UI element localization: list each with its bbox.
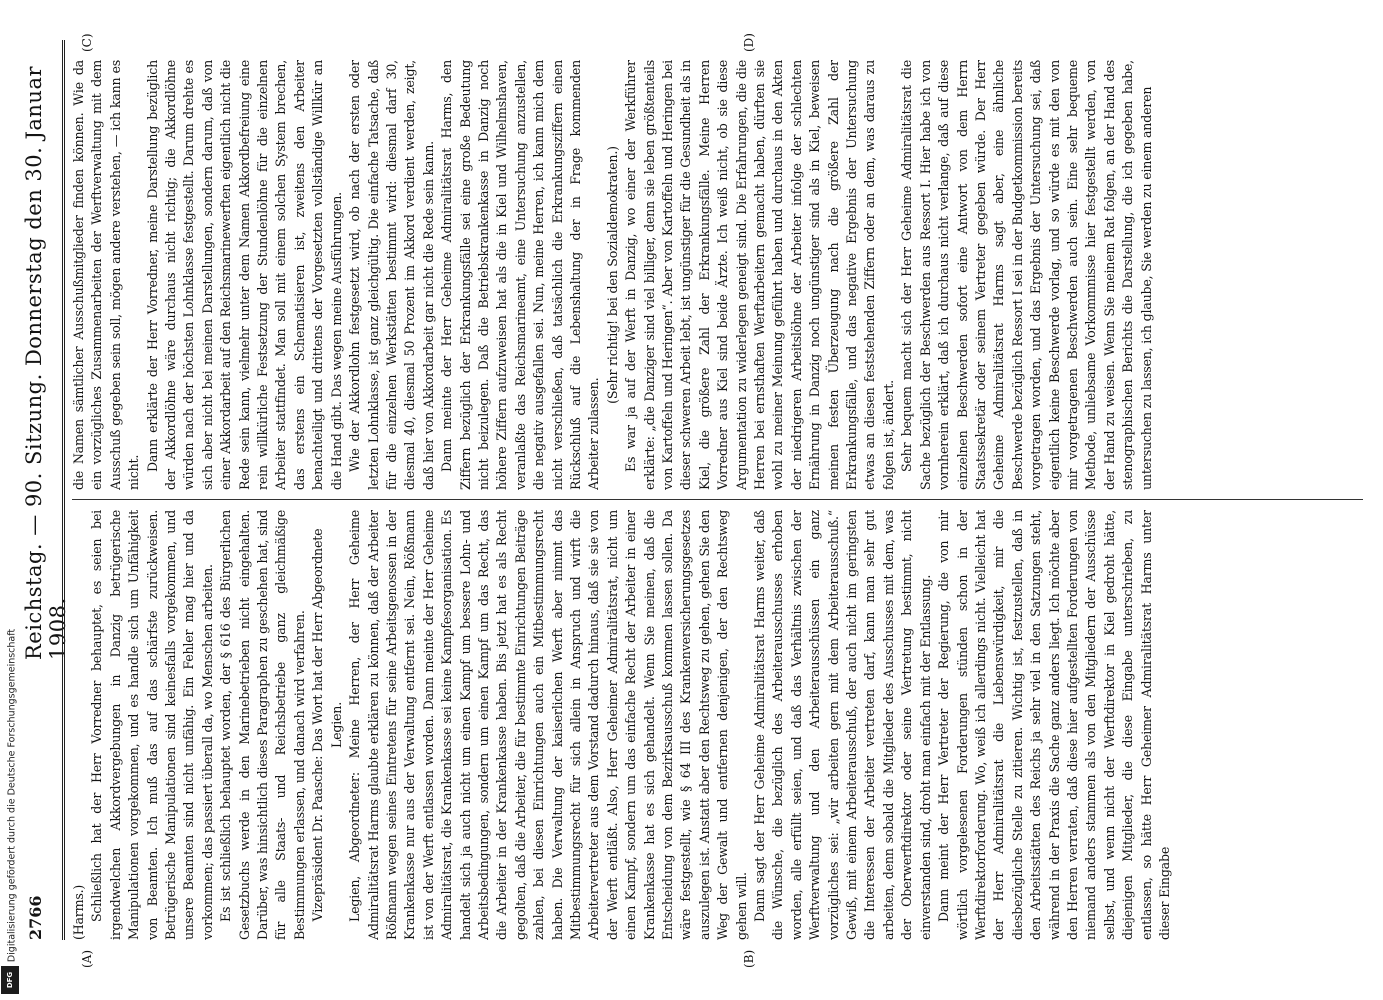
paragraph: Sehr bequem macht sich der Herr Geheime Admiralitätsrat die Sache bezüglich der Beschwerden aus Ressort I. Hier habe ich von vornherein erklärt, daß ich durchaus nicht verlange, daß auf diese einzelnen Beschwerden sofort eine Antwort von dem Herrn Staatssekretär oder seinem Vertreter gegeben würde. Der Herr Geheime Admiralitätsrat Harms sagt aber, eine ähnliche Beschwerde bezüglich Ressort I sei in der Budgetkommission bereits vorgetragen worden, und das Ergebnis der Untersuchung sei, daß eigentlich keine Beschwerde vorlag, und so würde es mit den von mir vorgetragenen Beschwerden auch sein. Eine sehr bequeme Methode, unliebsame Vorkommnisse hier festgestellt werden, von der Hand zu weisen. Wenn Sie meinem Rat folgen, an der Hand des stenographischen Berichts die Darstellung, die ich gegeben habe, untersuchen zu lassen, ich glaube, Sie werden zu einem anderen xyxy=(899,60,1154,490)
paragraph: Legien, Abgeordneter: Meine Herren, der Herr Geheime Admiralitätsrat Harms glaubte erklären zu können, daß der Arbeiter Rößmann wegen seines Eintretens für seine Arbeitsgenossen in der Krankenkasse nur aus der Verwaltung entfernt sei. Nein, Rößmann ist von der Werft entlassen worden. Dann meinte der Herr Geheime Admiralitätsrat, die Krankenkasse sei keine Kampfesorganisation. Es handelt sich ja auch nicht um einen Kampf um bessere Lohn- und Arbeitsbedingungen, sondern um einen Kampf um das Recht, das die Arbeiter in der Krankenkasse haben. Bis jetzt hat es als Recht gegolten, daß die Arbeiter, die für bestimmte Einrichtungen Beiträge zahlen, bei diesen Einrichtungen auch ein Mitbestimmungsrecht haben. Die Verwaltung der kaiserlichen Werft aber nimmt das Mitbestimmungsrecht für sich allein in Anspruch und wirft die Arbeitervertreter aus dem Vorstand dadurch hinaus, daß sie sie von der Werft entläßt. Also, Herr Geheimer Admiralitätsrat, nicht um einen Kampf, sondern um das einfache Recht der Arbeiter in einer Krankenkasse hat es sich gehandelt. Wenn Sie meinen, daß die Entscheidung von dem Bezirksausschuß kommen lassen sollen. Da wäre festgestellt, wie § 64 III des Krankenversicherungsgesetzes auszulegen ist. Anstatt aber den Rechtsweg zu gehen, gehen Sie den Weg der Gewalt und entfernen denjenigen, der den Rechtsweg gehen will. xyxy=(347,510,749,940)
margin-marker-b: (B) xyxy=(742,949,756,968)
president-remark: Vizepräsident Dr. Paasche: Das Wort hat der Herr Abgeordnete Legien. xyxy=(310,528,344,922)
dfg-logo-text: DFG xyxy=(6,971,14,989)
right-column xyxy=(70,60,1365,490)
page-title: Reichstag. — 90. Sitzung. Donnerstag den 30. Januar 1908. xyxy=(22,65,70,660)
paragraph: Dann erklärte der Herr Vorredner, meine Darstellung bezüglich der Akkordlöhne wäre durchaus nicht richtig; die Akkordlöhne würden nach der höchsten Lohnklasse festgestellt. Darum drehte es sich aber nicht bei meinen Darstellungen, sondern darum, daß von einer Akkordarbeit auf den Reichsmarinewerften eigentlich nicht die Rede sein kann, vielmehr unter dem Namen Akkordbefreiung eine rein willkürliche Festsetzung der Stundenlöhne für die einzelnen Arbeiter stattfindet. Man soll mit einem solchen System brechen, das erstens ein Schematisieren ist, zweitens den Arbeiter benachteiligt und drittens der Vorgesetzten vollständige Willkür an die Hand gibt. Das wegen meine Ausführungen. xyxy=(144,60,344,490)
margin-marker-a: (A) xyxy=(80,949,94,968)
margin-marker-c: (C) xyxy=(80,33,94,52)
paragraph: Es ist schließlich behauptet worden, der § 616 des Bürgerlichen Gesetzbuchs werde in den Marinebetrieben nicht eingehalten. Darüber, was hinsichtlich dieses Paragraphen zu geschehen hat, sind für alle Staats- und Reichsbetriebe ganz gleichmäßige Bestimmungen erlassen, und danach wird verfahren. xyxy=(218,510,307,940)
page-number: 2766 xyxy=(26,895,45,940)
speaker-tag: (Harms.) xyxy=(71,884,86,940)
header-rule xyxy=(62,40,65,940)
paragraph: Schließlich hat der Herr Vorredner behauptet, es seien bei irgendwelchen Akkordvergebungen in Danzig betrügerische Manipulationen vorgekommen, und es handle sich um Unfähigkeit von Beamten. Ich muß das auf das schärfste zurückweisen. Betrügerische Manipulationen sind keinesfalls vorgekommen, und unsere Beamten sind nicht unfähig. Ein Fehler mag hier und da vorkommen; das passiert überall da, wo Menschen arbeiten. xyxy=(89,510,215,940)
sidebar-credit xyxy=(2,606,22,994)
paragraph: Dann meinte der Herr Geheime Admiralitätsrat Harms, den Ziffern bezüglich der Erkrankungsfälle sei eine große Bedeutung nicht beizulegen. Daß die Betriebskrankenkasse in Danzig noch höhere Ziffern aufzuweisen hat als die in Kiel und Wilhelmshaven, veranlaßte das Reichsmarineamt, eine Untersuchung anzustellen, die negativ ausgefallen sei. Nun, meine Herren, ich kann mich dem nicht verschließen, daß tatsächlich die Erkrankungsziffern einen Rückschluß auf die Lebenshaltung der in Frage kommenden Arbeiter zulassen. xyxy=(439,60,602,490)
paragraph: die Namen sämtlicher Ausschußmitglieder finden können. Wie da ein vorzügliches Zusammenarbeiten der Werftverwaltung mit dem Ausschuß gegeben sein soll, mögen andere verstehen, — ich kann es nicht. xyxy=(71,60,142,490)
interjection: (Sehr richtig! bei den Sozialdemokraten.) xyxy=(604,146,620,404)
paragraph: Wie der Akkordlohn festgesetzt wird, ob nach der ersten oder letzten Lohnklasse, ist ganz gleichgültig. Die einfache Tatsache, daß für die einzelnen Werkstätten bestimmt wird: diesmal darf 30, diesmal 40, diesmal 50 Prozent im Akkord verdient werden, zeigt, daß hier von Akkordarbeit gar nicht die Rede sein kann. xyxy=(347,60,436,490)
dfg-logo xyxy=(1,966,19,994)
left-column xyxy=(70,510,1365,940)
sidebar-credit-text: Digitalisierung gefördert durch die Deutsche Forschungsgemeinschaft xyxy=(6,628,18,963)
margin-marker-d: (D) xyxy=(742,33,756,52)
paragraph: Es war ja auf der Werft in Danzig, wo einer der Werkführer erklärte: „die Danziger sind viel billiger, denn sie leben größtenteils von Kartoffeln und Heringen“. Aber von Kartoffeln und Heringen bei dieser schweren Arbeit lebt, ist ungünstiger für die Gesundheit als in Kiel, die größere Zahl der Erkrankungsfälle. Meine Herren Vorredner aus Kiel sind beide Ärzte. Ich weiß nicht, ob sie diese Argumentation zu widerlegen geneigt sind. Die Erfahrungen, die die Herren bei ernsthaften Werftarbeitern gemacht haben, dürften sie wohl zu meiner Meinung geführt haben und durchaus in den Akten der niedrigeren Arbeitslöhne der Arbeiter infolge der schlechten Ernährung in Danzig noch ungünstiger sind als in Kiel, beweisen meinen festen Überzeugung nach die größere Zahl der Erkrankungsfälle, und das negative Ergebnis der Untersuchung etwas an diesen feststehenden Ziffern oder an dem, was daraus zu folgen ist, ändert. xyxy=(623,60,896,490)
paragraph: Dann meint der Herr Vertreter der Regierung, die von mir wörtlich vorgelesenen Forderungen stünden schon in der Werftdirektorforderung. Wo, weiß ich allerdings nicht. Vielleicht hat der Herr Admiralitätsrat die Liebenswürdigkeit, mir die diesbezügliche Stelle zu zitieren. Wichtig ist, festzustellen, daß in den Arbeitsstätten des Reichs ja sehr viel in den Satzungen steht, während in der Praxis die Sache ganz anders liegt. Ich möchte aber den Herren verraten, daß diese hier aufgestellten Forderungen von niemand anders stammen als von den Mitgliedern der Ausschüsse selbst, und wenn nicht der Werftdirektor in Kiel gedroht hätte, diejenigen Mitglieder, die diese Eingabe unterschrieben, zu entlassen, so hätte Herr Geheimer Admiralitätsrat Harms unter dieser Eingabe xyxy=(936,510,1172,940)
column-divider xyxy=(72,499,1363,500)
paragraph: Dann sagt der Herr Geheime Admiralitätsrat Harms weiter, daß die Wünsche, die bezüglich des Arbeiterausschusses erhoben worden, alle erfüllt seien, und daß das Verhältnis zwischen der Werftverwaltung und den Arbeiterausschüssen ein ganz vorzügliches sei: „wir arbeiten gern mit dem Arbeiterausschuß.“ Gewiß, mit einem Arbeiterausschuß, der auch nicht im geringsten die Interessen der Arbeiter vertreten darf, kann man sehr gut arbeiten, denn sobald die Mitglieder des Ausschusses mit dem, was der Oberwerftdirektor oder seine Vertretung bestimmt, nicht einverstanden sind, droht man einfach mit der Entlassung. xyxy=(752,510,933,940)
